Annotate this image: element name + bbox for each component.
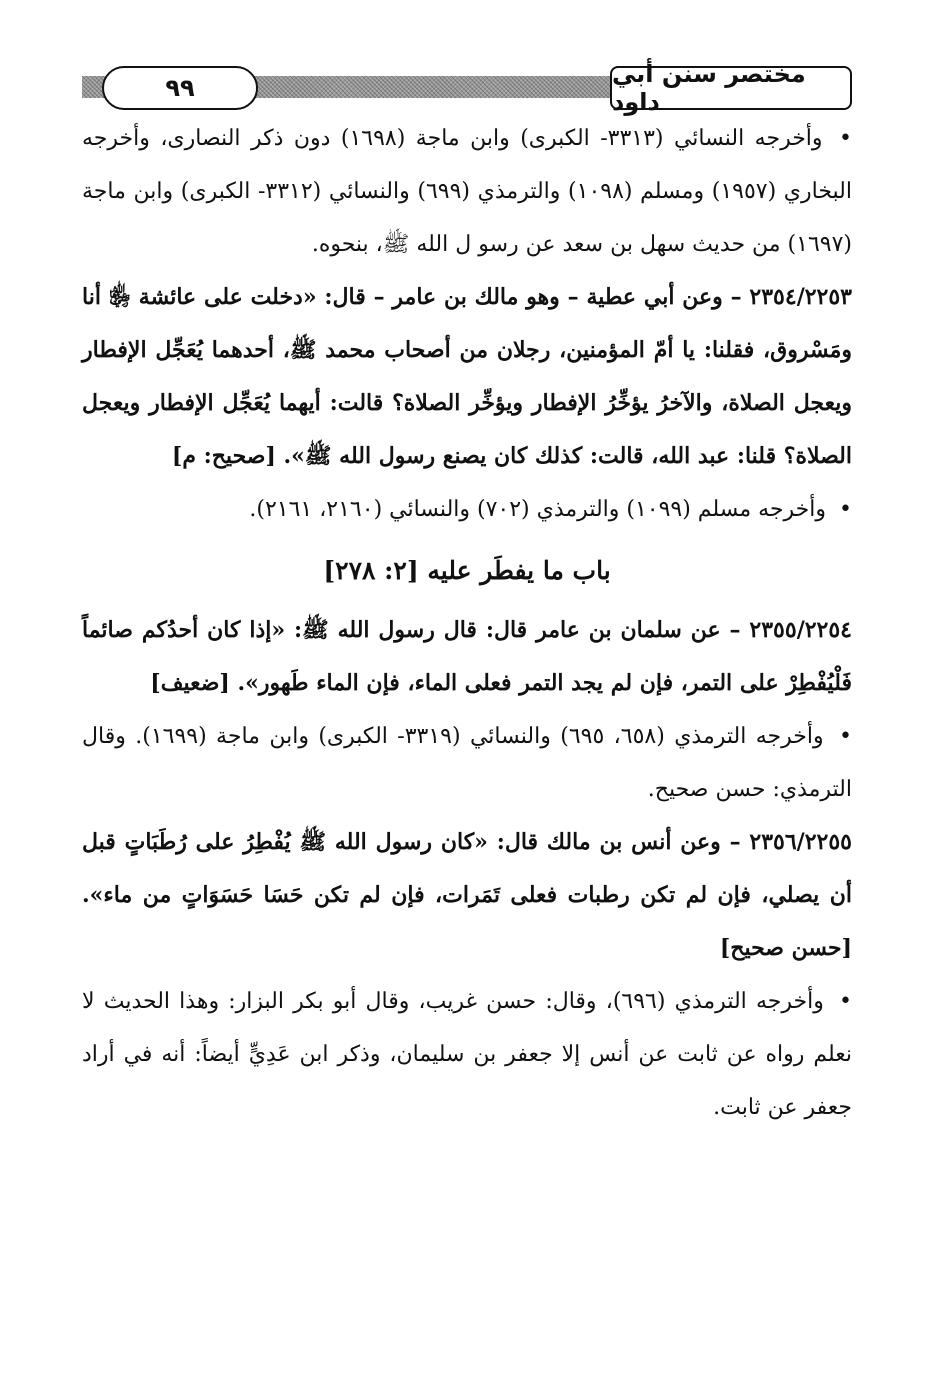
bullet-mark: • xyxy=(839,126,852,151)
hadith-entry xyxy=(82,816,852,975)
book-title: مختصر سنن أبي داود xyxy=(610,66,852,110)
hadith-number: ٢٣٥٥/٢٢٥٤ xyxy=(749,617,852,643)
hadith-text: – عن سلمان بن عامر قال: قال رسول الله ﷺ: «إذا كان أحدُكم صائماً فَلْيُفْطِرْ على التمر، فإن لم يجد التمر فعلى الماء، فإن الماء طَهور». [ضعيف] xyxy=(82,617,852,696)
hadith-number: ٢٣٥٤/٢٢٥٣ xyxy=(749,284,852,310)
takhrij-note xyxy=(82,112,852,271)
hadith-entry xyxy=(82,604,852,710)
bullet-mark: • xyxy=(839,497,852,522)
takhrij-note xyxy=(82,483,852,536)
page-number: ٩٩ xyxy=(102,66,258,110)
note-text: وأخرجه النسائي (٣٣١٣- الكبرى) وابن ماجة (١٦٩٨) دون ذكر النصارى، وأخرجه البخاري (١٩٥٧) ومسلم (١٠٩٨) والترمذي (٦٩٩) والنسائي (٣٣١٢- الكبرى) وابن ماجة (١٦٩٧) من حديث سهل بن سعد عن رسو ل الله ﷺ، بنحوه. xyxy=(82,126,853,257)
note-text: وأخرجه الترمذي (٦٥٨، ٦٩٥) والنسائي (٣٣١٩- الكبرى) وابن ماجة (١٦٩٩). وقال الترمذي: حسن صحيح. xyxy=(82,724,852,802)
hadith-text: – وعن أنس بن مالك قال: «كان رسول الله ﷺ يُفْطِرُ على رُطَبَاتٍ قبل أن يصلي، فإن لم تكن رطبات فعلى تَمَرات، فإن لم تكن حَسَا حَسَوَاتٍ من ماء». [حسن صحيح] xyxy=(82,829,852,961)
takhrij-note xyxy=(82,710,852,816)
note-text: وأخرجه الترمذي (٦٩٦)، وقال: حسن غريب، وقال أبو بكر البزار: وهذا الحديث لا نعلم رواه عن ثابت عن أنس إلا جعفر بن سليمان، وذكر ابن عَدِيٍّ أيضاً: أنه في أراد جعفر عن ثابت. xyxy=(82,989,852,1120)
page-header xyxy=(82,60,852,116)
hadith-entry xyxy=(82,271,852,483)
chapter-heading: باب ما يفطَر عليه [٢: ٢٧٨] xyxy=(323,556,611,585)
bullet-mark: • xyxy=(839,989,852,1014)
hadith-number: ٢٣٥٦/٢٢٥٥ xyxy=(749,829,852,855)
takhrij-note xyxy=(82,975,852,1134)
bullet-mark: • xyxy=(839,724,852,749)
hadith-text: – وعن أبي عطية – وهو مالك بن عامر – قال: «دخلت على عائشة ﵂ أنا ومَسْروق، فقلنا: يا أمّ المؤمنين، رجلان من أصحاب محمد ﷺ، أحدهما يُعَجِّل الإفطار ويعجل الصلاة، والآخرُ يؤخِّرُ الإفطار ويؤخِّر الصلاة؟ قالت: أيهما يُعَجِّل الإفطار ويعجل الصلاة؟ قلنا: عبد الله، قالت: كذلك كان يصنع رسول الله ﷺ». [صحيح: م] xyxy=(82,284,852,469)
page-body xyxy=(82,112,852,1134)
note-text: وأخرجه مسلم (١٠٩٩) والترمذي (٧٠٢) والنسائي (٢١٦٠، ٢١٦١). xyxy=(249,497,827,522)
